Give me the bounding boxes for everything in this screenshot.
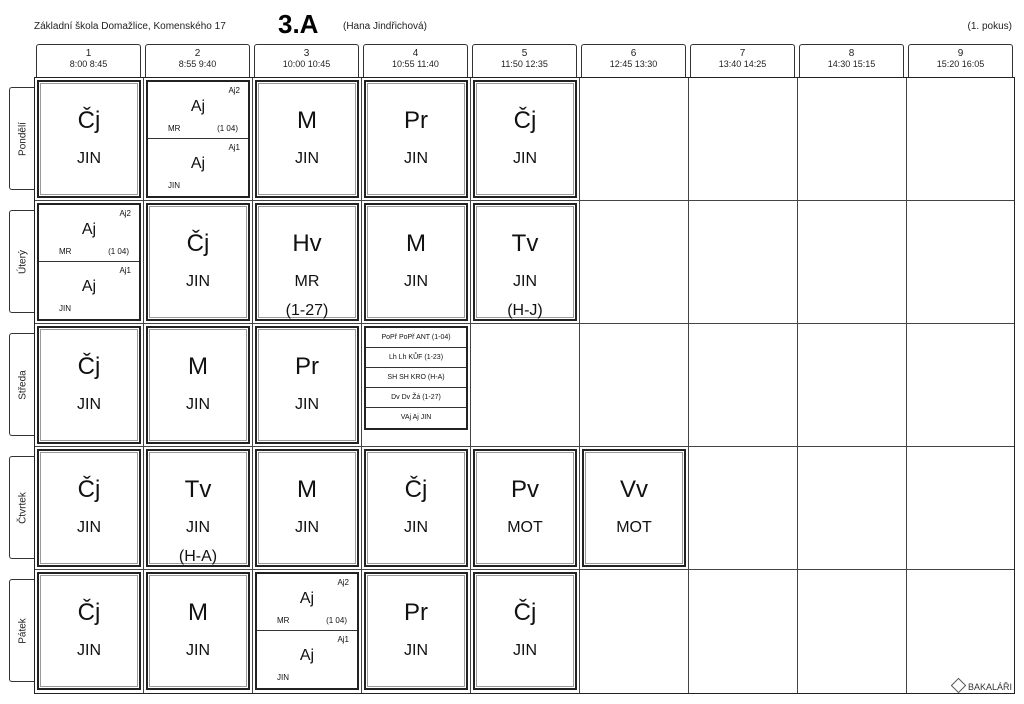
elective-row: SH SH KRO (H-A): [366, 368, 466, 388]
group-slot: Aj1 Aj JIN: [59, 266, 131, 313]
lesson-tue-3[interactable]: Hv MR (1-27): [255, 203, 359, 321]
lesson-mon-3[interactable]: M JIN: [255, 80, 359, 198]
elective-row: VAj Aj JIN: [400, 414, 432, 421]
lesson-wed-2[interactable]: M JIN: [146, 326, 250, 444]
day-label-tuesday: Úterý: [9, 210, 35, 313]
lesson-mon-5[interactable]: Čj JIN: [473, 80, 577, 198]
lesson-thu-1[interactable]: Čj JIN: [37, 449, 141, 567]
class-name: 3.A: [278, 9, 319, 39]
timetable-header: [0, 0, 1024, 40]
bakalari-logo: BAKALÁŘI: [953, 680, 1012, 692]
timetable-grid: [34, 77, 1015, 694]
period-header-9: 9 15:20 16:05: [908, 44, 1013, 77]
elective-row: Dv Dv Žá (1-27): [366, 388, 466, 408]
period-header-1: 1 8:00 8:45: [36, 44, 141, 77]
lesson-tue-2[interactable]: Čj JIN: [146, 203, 250, 321]
period-header-5: 5 11:50 12:35: [472, 44, 577, 77]
bakalari-logo-icon: [951, 678, 967, 694]
lesson-fri-3[interactable]: [255, 572, 359, 690]
day-label-friday: Pátek: [9, 579, 35, 682]
group-slot: Aj2 Aj MR (1 04): [148, 82, 248, 139]
class-teacher: (Hana Jindřichová): [343, 21, 427, 32]
group-slot: Aj2 Aj MR (1 04): [257, 574, 357, 631]
school-name: Základní škola Domažlice, Komenského 17: [34, 21, 226, 32]
group-slot: Aj1 Aj JIN: [277, 635, 349, 682]
elective-row: PoPř PoPř ANT (1-04): [366, 328, 466, 348]
lesson-thu-4[interactable]: Čj JIN: [364, 449, 468, 567]
day-label-wednesday: Středa: [9, 333, 35, 436]
lesson-fri-1[interactable]: Čj JIN: [37, 572, 141, 690]
group-slot: Aj2 Aj MR (1 04): [39, 205, 139, 262]
lesson-fri-2[interactable]: M JIN: [146, 572, 250, 690]
day-label-thursday: Čtvrtek: [9, 456, 35, 559]
group-slot: Aj1 Aj JIN: [168, 143, 240, 190]
lesson-mon-2[interactable]: [146, 80, 250, 198]
period-header-7: 7 13:40 14:25: [690, 44, 795, 77]
lesson-fri-4[interactable]: Pr JIN: [364, 572, 468, 690]
lesson-thu-2[interactable]: Tv JIN (H-A): [146, 449, 250, 567]
lesson-mon-1[interactable]: Čj JIN: [37, 80, 141, 198]
period-header-6: 6 12:45 13:30: [581, 44, 686, 77]
lesson-wed-1[interactable]: Čj JIN: [37, 326, 141, 444]
lesson-thu-3[interactable]: M JIN: [255, 449, 359, 567]
lesson-tue-1[interactable]: [37, 203, 141, 321]
period-header-4: 4 10:55 11:40: [363, 44, 468, 77]
lesson-fri-5[interactable]: Čj JIN: [473, 572, 577, 690]
day-label-monday: Pondělí: [9, 87, 35, 190]
period-header-2: 2 8:55 9:40: [145, 44, 250, 77]
lesson-tue-5[interactable]: Tv JIN (H-J): [473, 203, 577, 321]
lesson-wed-4-electives[interactable]: [364, 326, 468, 430]
lesson-wed-3[interactable]: Pr JIN: [255, 326, 359, 444]
lesson-tue-4[interactable]: M JIN: [364, 203, 468, 321]
period-header-3: 3 10:00 10:45: [254, 44, 359, 77]
attempt-label: (1. pokus): [967, 21, 1012, 32]
lesson-mon-4[interactable]: Pr JIN: [364, 80, 468, 198]
lesson-thu-6[interactable]: Vv MOT: [582, 449, 686, 567]
elective-row: Lh Lh KŮF (1-23): [366, 348, 466, 368]
lesson-thu-5[interactable]: Pv MOT: [473, 449, 577, 567]
period-header-8: 8 14:30 15:15: [799, 44, 904, 77]
